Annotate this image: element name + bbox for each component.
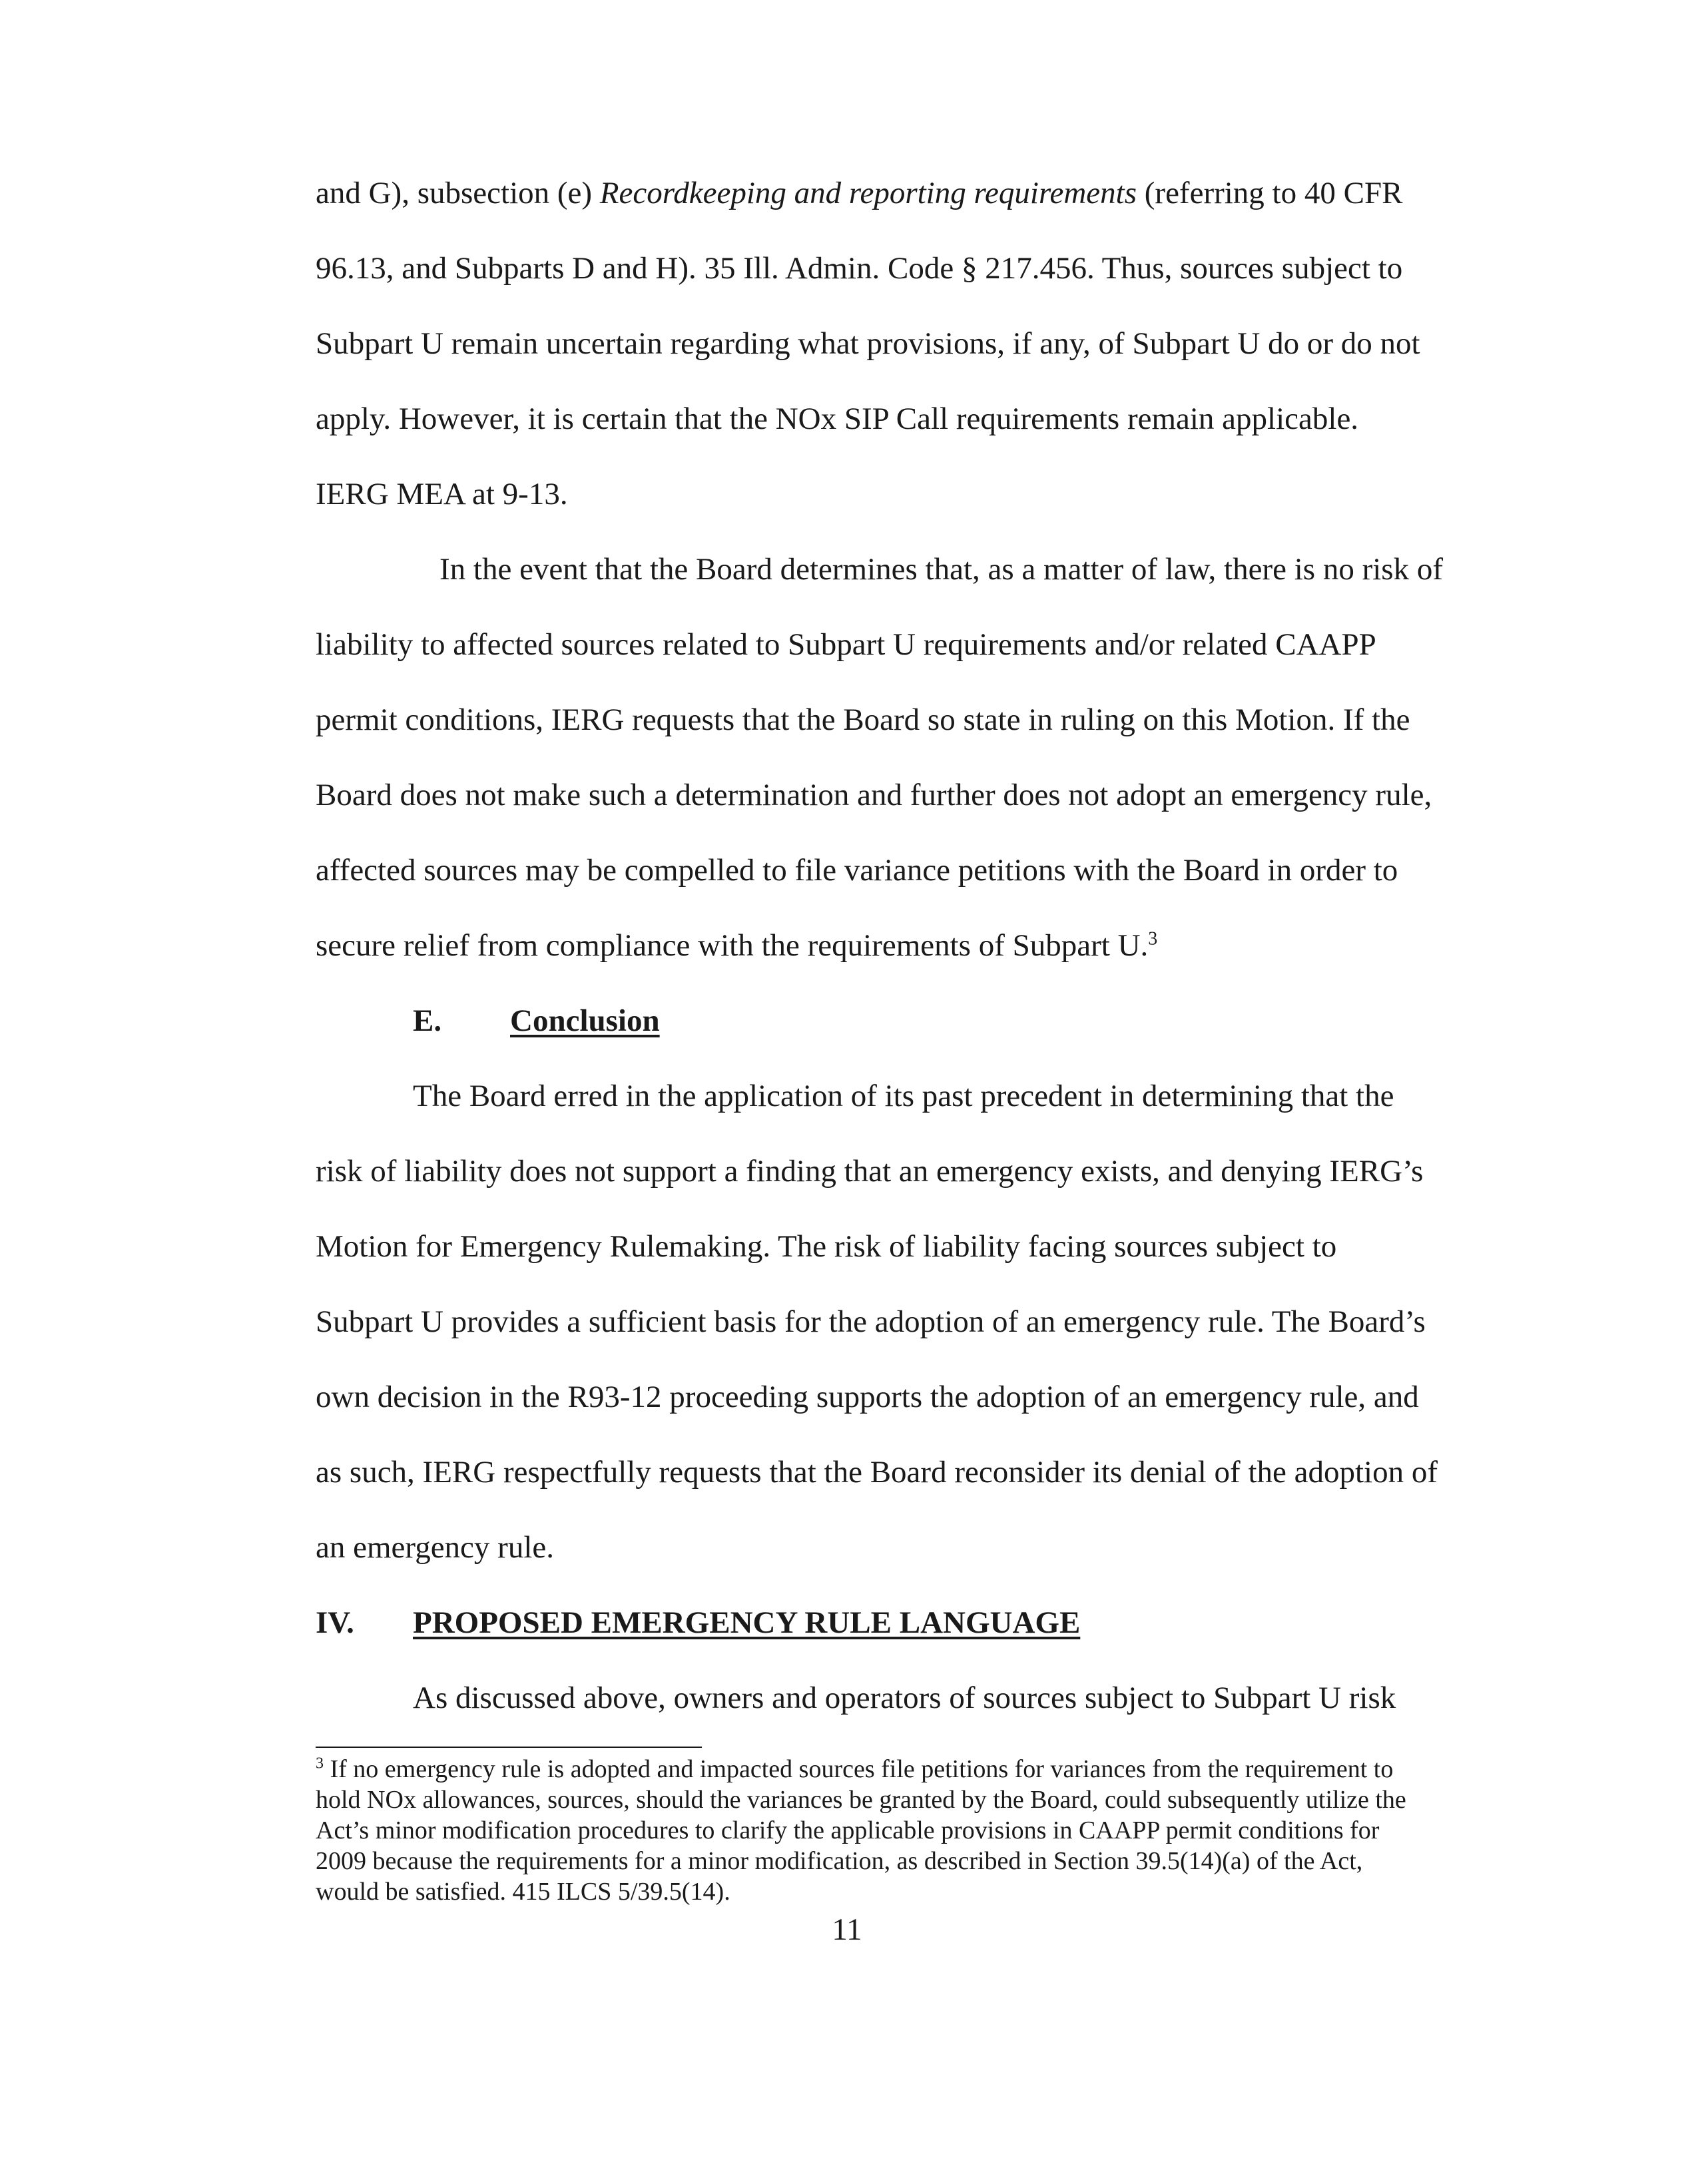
footnote-line: Act’s minor modification procedures to clarify the applicable provisions in CAAPP permit conditions for	[316, 1816, 1380, 1844]
body-text-line: In the event that the Board determines that, as a matter of law, there is no risk of	[439, 552, 1443, 587]
footnote-line: 2009 because the requirements for a minor modification, as described in Section 39.5(14)(a) of the Act,	[316, 1847, 1363, 1875]
text-run: secure relief from compliance with the requirements of Subpart U.	[316, 928, 1149, 963]
body-text-line: liability to affected sources related to Subpart U requirements and/or related CAAPP	[316, 627, 1376, 662]
section-title: PROPOSED EMERGENCY RULE LANGUAGE	[413, 1605, 1081, 1640]
text-run: If no emergency rule is adopted and impacted sources file petitions for variances from the requirement to	[324, 1755, 1394, 1783]
body-text-line	[316, 927, 1157, 964]
footnote-marker: 3	[316, 1755, 324, 1773]
body-text-line: Board does not make such a determination and further does not adopt an emergency rule,	[316, 778, 1432, 812]
footnote-separator	[316, 1747, 702, 1748]
body-text-line: Motion for Emergency Rulemaking. The risk of liability facing sources subject to	[316, 1229, 1337, 1264]
footnote-line: hold NOx allowances, sources, should the variances be granted by the Board, could subsequently utilize the	[316, 1786, 1406, 1814]
body-text-line: as such, IERG respectfully requests that the Board reconsider its denial of the adoption of	[316, 1455, 1438, 1490]
body-text-line: As discussed above, owners and operators of sources subject to Subpart U risk	[413, 1681, 1396, 1715]
body-text-line: permit conditions, IERG requests that the Board so state in ruling on this Motion. If the	[316, 702, 1410, 737]
body-text-line: Subpart U provides a sufficient basis for the adoption of an emergency rule. The Board’s	[316, 1304, 1426, 1339]
body-text-line	[316, 174, 1402, 212]
page-number: 11	[832, 1912, 862, 1947]
section-number: E.	[413, 1003, 442, 1038]
body-text-line: 96.13, and Subparts D and H). 35 Ill. Admin. Code § 217.456. Thus, sources subject to	[316, 251, 1403, 286]
section-number: IV.	[316, 1605, 354, 1640]
body-text-line: affected sources may be compelled to file variance petitions with the Board in order to	[316, 853, 1398, 888]
italic-title: Recordkeeping and reporting requirements	[599, 176, 1137, 210]
footnote-line: would be satisfied. 415 ILCS 5/39.5(14).	[316, 1878, 730, 1906]
body-text-line: Subpart U remain uncertain regarding what provisions, if any, of Subpart U do or do not	[316, 326, 1420, 361]
body-text-line: own decision in the R93-12 proceeding supports the adoption of an emergency rule, and	[316, 1380, 1419, 1414]
footnote-reference: 3	[1148, 928, 1158, 950]
body-text-line: IERG MEA at 9-13.	[316, 477, 568, 511]
section-title: Conclusion	[510, 1003, 660, 1038]
body-text-line: risk of liability does not support a finding that an emergency exists, and denying IERG’s	[316, 1154, 1424, 1189]
text-run: (referring to 40 CFR	[1137, 176, 1403, 210]
body-text-line: The Board erred in the application of its past precedent in determining that the	[413, 1079, 1394, 1113]
body-text-line: apply. However, it is certain that the NOx SIP Call requirements remain applicable.	[316, 402, 1359, 436]
body-text-line: an emergency rule.	[316, 1530, 554, 1565]
text-run: and G), subsection (e)	[316, 176, 600, 210]
footnote-line	[316, 1754, 1393, 1784]
